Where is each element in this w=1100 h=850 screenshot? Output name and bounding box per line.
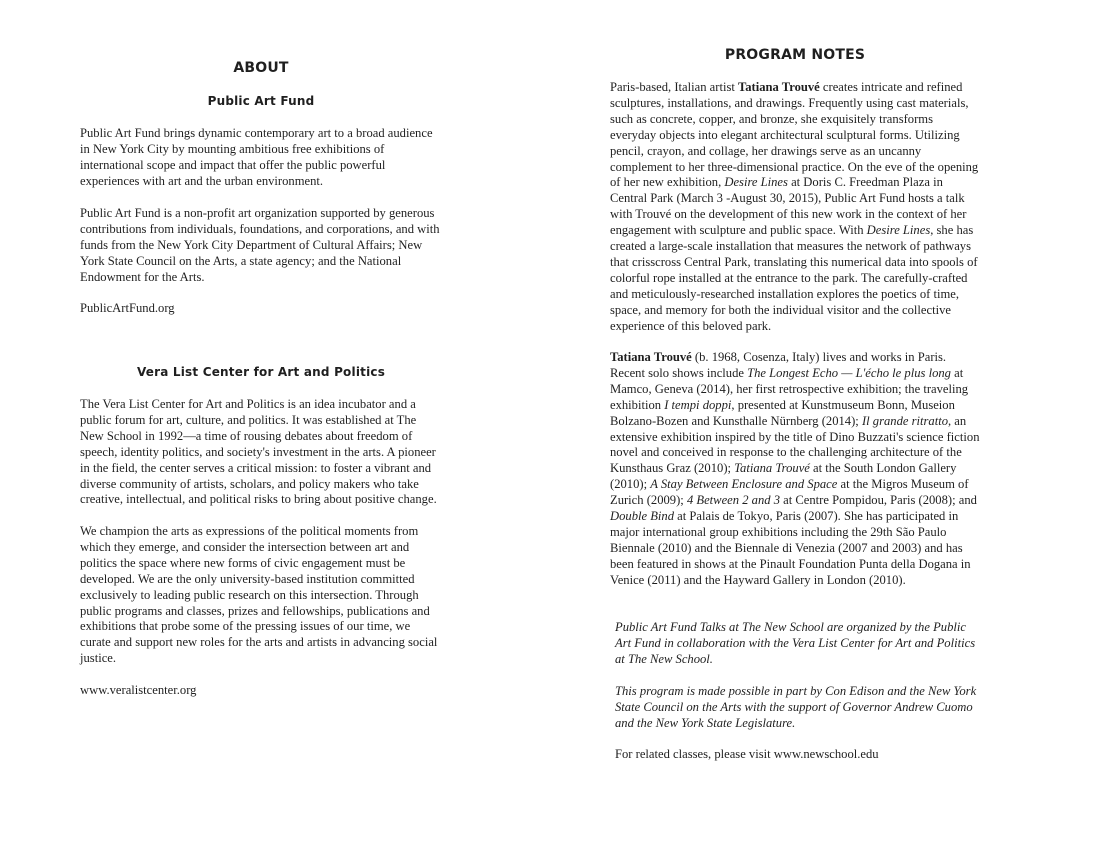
artist-project-paragraph: Paris-based, Italian artist Tatiana Trouvé creates intricate and refined sculptures, installations, and drawings. Frequently using cast materials, such as concrete, copper, and bronze, she exquisitely transforms everyday objects into elegant architectural sculptural forms. Utilizing pencil, crayon, and collage, her drawings serve as an uncanny complement to her three-dimensional practice. On the eve of the opening of her new exhibition, Desire Lines at Doris C. Freedman Plaza in Central Park (March 3 -August 30, 2015), Public Art Fund hosts a talk with Trouvé on the development of this new work in the context of her engagement with sculpture and public space. With Desire Lines, she has created a large-scale installation that measures the network of pathways that crisscross Central Park, translating this numerical data into spools of colorful rope installed at the entrance to the park. The carefully-crafted and meticulously-researched installation explores the poetics of time, space, and memory for both the individual visitor and the collective experience of this beloved park. [610, 80, 979, 333]
program-notes-heading: PROGRAM NOTES [724, 47, 866, 63]
public-art-fund-link[interactable]: PublicArtFund.org [80, 301, 175, 315]
exhibition-title: A Stay Between Enclosure and Space [650, 477, 838, 492]
artist-name: Tatiana Trouvé [610, 350, 692, 364]
organizer-credit: Public Art Fund Talks at The New School are organized by the Public Art Fund in collaboration with the Vera List Center for Art and Politics at The New School. [615, 620, 976, 666]
exhibition-title: Tatiana Trouvé [734, 461, 810, 476]
exhibition-title: The Longest Echo — L'écho le plus long [747, 365, 951, 380]
public-art-fund-title: Public Art Fund [207, 94, 315, 108]
about-heading: ABOUT [233, 60, 289, 76]
artist-name: Tatiana Trouvé [738, 80, 820, 94]
related-classes-note: For related classes, please visit www.newschool.edu [615, 747, 879, 761]
vera-list-center-link[interactable]: www.veralistcenter.org [80, 683, 197, 697]
exhibition-title: Desire Lines [866, 223, 931, 238]
public-art-fund-intro: Public Art Fund brings dynamic contemporary art to a broad audience in New York City by mounting ambitious free exhibitions of international scope and impact that offer the public powerful experiences with art and the urban environment. [80, 126, 433, 188]
vera-list-center-intro: The Vera List Center for Art and Politics is an idea incubator and a public forum for art, culture, and politics. It was established at The New School in 1992—a time of rousing debates about freedom of speech, identity politics, and society's investment in the arts. A pioneer in the field, the center serves a critical mission: to foster a vibrant and diverse community of artists, scholars, and policy makers who take creative, intellectual, and political risks to bring about positive change. [80, 397, 437, 507]
exhibition-title: I tempi doppi [664, 397, 732, 412]
funding-credit: This program is made possible in part by Con Edison and the New York State Council on the Arts with the support of Governor Andrew Cuomo and the New York State Legislature. [615, 684, 977, 730]
vera-list-center-title: Vera List Center for Art and Politics [136, 365, 386, 379]
exhibition-title: Desire Lines [724, 175, 788, 190]
exhibition-title: 4 Between 2 and 3 [686, 493, 780, 508]
exhibition-title: Il grande ritratto [861, 413, 948, 428]
exhibition-title: Double Bind [610, 509, 675, 524]
artist-bio-paragraph: Tatiana Trouvé (b. 1968, Cosenza, Italy) lives and works in Paris. Recent solo shows include The Longest Echo — L'écho le plus long at Mamco, Geneva (2014), her first retrospective exhibition; the traveling exhibition I tempi doppi, presented at Kunstmuseum Bonn, Museion Bolzano-Bozen and Kunsthalle Nürnberg (2014); Il grande ritratto, an extensive exhibition inspired by the title of Dino Buzzati's science fiction novel and conceived in response to the challenging architecture of the Kunsthaus Graz (2010); Tatiana Trouvé at the South London Gallery (2010); A Stay Between Enclosure and Space at the Migros Museum of Zurich (2009); 4 Between 2 and 3 at Centre Pompidou, Paris (2008); and Double Bind at Palais de Tokyo, Paris (2007). She has participated in major international group exhibitions including the 29th São Paulo Biennale (2010) and the Biennale di Venezia (2007 and 2003) and has been featured in shows at the Pinault Foundation Punta della Dogana in Venice (2011) and the Hayward Gallery in London (2010). [610, 350, 980, 587]
vera-list-center-mission: We champion the arts as expressions of the political moments from which they emerge, and consider the intersection between art and politics the space where new forms of civic engagement must be developed. We are the only university-based institution committed exclusively to leading public research on this intersection. Through public programs and classes, prizes and fellowships, publications and exhibitions that probe some of the pressing issues of our time, we curate and support new roles for the arts and artists in advancing social justice. [80, 524, 438, 666]
public-art-fund-support: Public Art Fund is a non-profit art organization supported by generous contributions from individuals, foundations, and corporations, and with funds from the New York City Department of Cultural Affairs; New York State Council on the Arts, a state agency; and the National Endowment for the Arts. [80, 206, 440, 284]
